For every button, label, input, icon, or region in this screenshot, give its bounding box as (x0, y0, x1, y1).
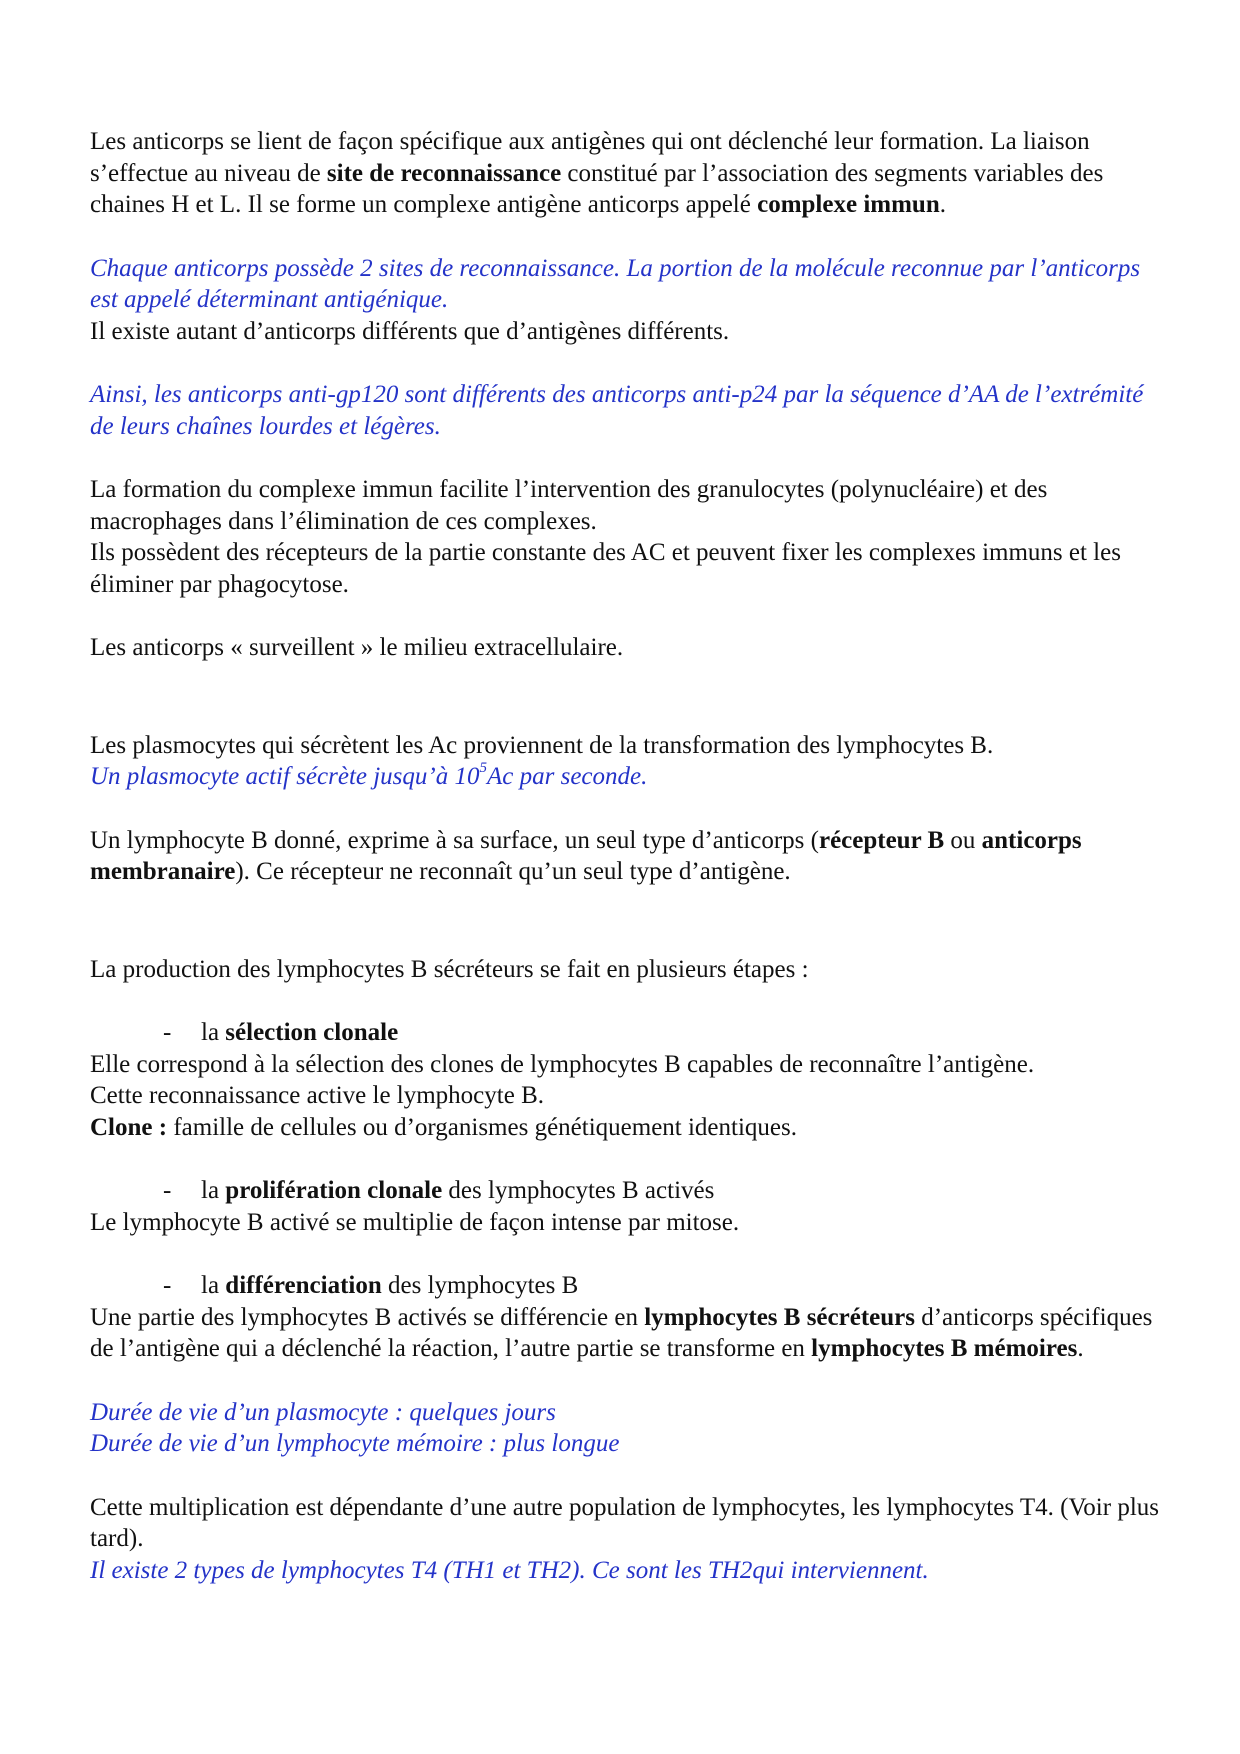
list-item-differenciation: - la différenciation des lymphocytes B (163, 1272, 579, 1299)
term-lymphocytes-secreteurs: lymphocytes B sécréteurs (644, 1303, 915, 1331)
list-item-proliferation-clonale: - la prolifération clonale des lymphocytes B activés (163, 1177, 715, 1204)
paragraph-selection-detail: Elle correspond à la sélection des clones de lymphocytes B capables de reconnaître l’antigène. (90, 1050, 1035, 1078)
note-types-t4: Il existe 2 types de lymphocytes T4 (TH1 et TH2). Ce sont les TH2qui interviennent. (90, 1556, 929, 1584)
paragraph-dependance-t4: Cette multiplication est dépendante d’une autre population de lymphocytes, les lymphocytes T4. (Voir plus tard). (90, 1493, 1159, 1552)
note-duree-memoire: Durée de vie d’un lymphocyte mémoire : plus longue (90, 1430, 620, 1457)
term-complexe-immun: complexe immun (757, 191, 940, 218)
note-anti-gp120: Ainsi, les anticorps anti-gp120 sont différents des anticorps anti-p24 par la séquence d’AA de l’extrémité de leurs chaînes lourdes et légères. (90, 381, 1144, 440)
definition-clone: Clone : famille de cellules ou d’organismes génétiquement identiques. (90, 1113, 797, 1141)
paragraph-recepteur-b: Un lymphocyte B donné, exprime à sa surface, un seul type d’anticorps (récepteur B ou anticorps membranaire). Ce récepteur ne reconnaît qu’un seul type d’antigène. (90, 826, 1082, 885)
exponent: 5 (479, 759, 487, 776)
term-recepteur-b: récepteur B (818, 826, 945, 854)
paragraph-phagocytose: Ils possèdent des récepteurs de la partie constante des AC et peuvent fixer les complexes immuns et les éliminer par phagocytose. (90, 539, 1121, 598)
paragraph-plasmocytes: Les plasmocytes qui sécrètent les Ac proviennent de la transformation des lymphocytes B. (90, 731, 994, 759)
list-item-selection-clonale: - la sélection clonale (163, 1019, 399, 1046)
term-anticorps-membranaire: anticorps membranaire (90, 826, 1082, 885)
paragraph-production-etapes: La production des lymphocytes B sécréteurs se fait en plusieurs étapes : (90, 955, 809, 983)
paragraph-activation: Cette reconnaissance active le lymphocyte B. (90, 1082, 544, 1109)
paragraph-differenciation-detail: Une partie des lymphocytes B activés se différencie en lymphocytes B sécréteurs d’anticorps spécifiques de l’antigène qui a déclenché la réaction, l’autre partie se transforme en lymphocytes B mémoires. (90, 1303, 1153, 1362)
document-page (90, 126, 1160, 1586)
term-lymphocytes-memoires: lymphocytes B mémoires (811, 1335, 1078, 1362)
paragraph-surveillance: Les anticorps « surveillent » le milieu extracellulaire. (90, 634, 624, 661)
note-secretion-rate: Un plasmocyte actif sécrète jusqu’à $10^5Ac$ par seconde. (90, 759, 648, 790)
note-duree-plasmocyte: Durée de vie d’un plasmocyte : quelques jours (90, 1398, 556, 1426)
paragraph-autant-anticorps: Il existe autant d’anticorps différents que d’antigènes différents. (90, 317, 730, 345)
note-sites-reconnaissance: Chaque anticorps possède 2 sites de reconnaissance. La portion de la molécule reconnue par l’anticorps est appelé déterminant antigénique. (90, 254, 1141, 313)
term-site-reconnaissance: site de reconnaissance (326, 159, 562, 187)
paragraph-mitose: Le lymphocyte B activé se multiplie de façon intense par mitose. (90, 1208, 740, 1236)
paragraph-complexe-immun: Les anticorps se lient de façon spécifique aux antigènes qui ont déclenché leur formation. La liaison s’effectue au niveau de site de reconnaissance constitué par l’association des segments variables des chaines H et L. Il se forme un complexe antigène anticorps appelé complexe immun. (90, 128, 1104, 218)
paragraph-granulocytes: La formation du complexe immun facilite l’intervention des granulocytes (polynucléaire) et des macrophages dans l’élimination de ces complexes. (90, 476, 1048, 535)
